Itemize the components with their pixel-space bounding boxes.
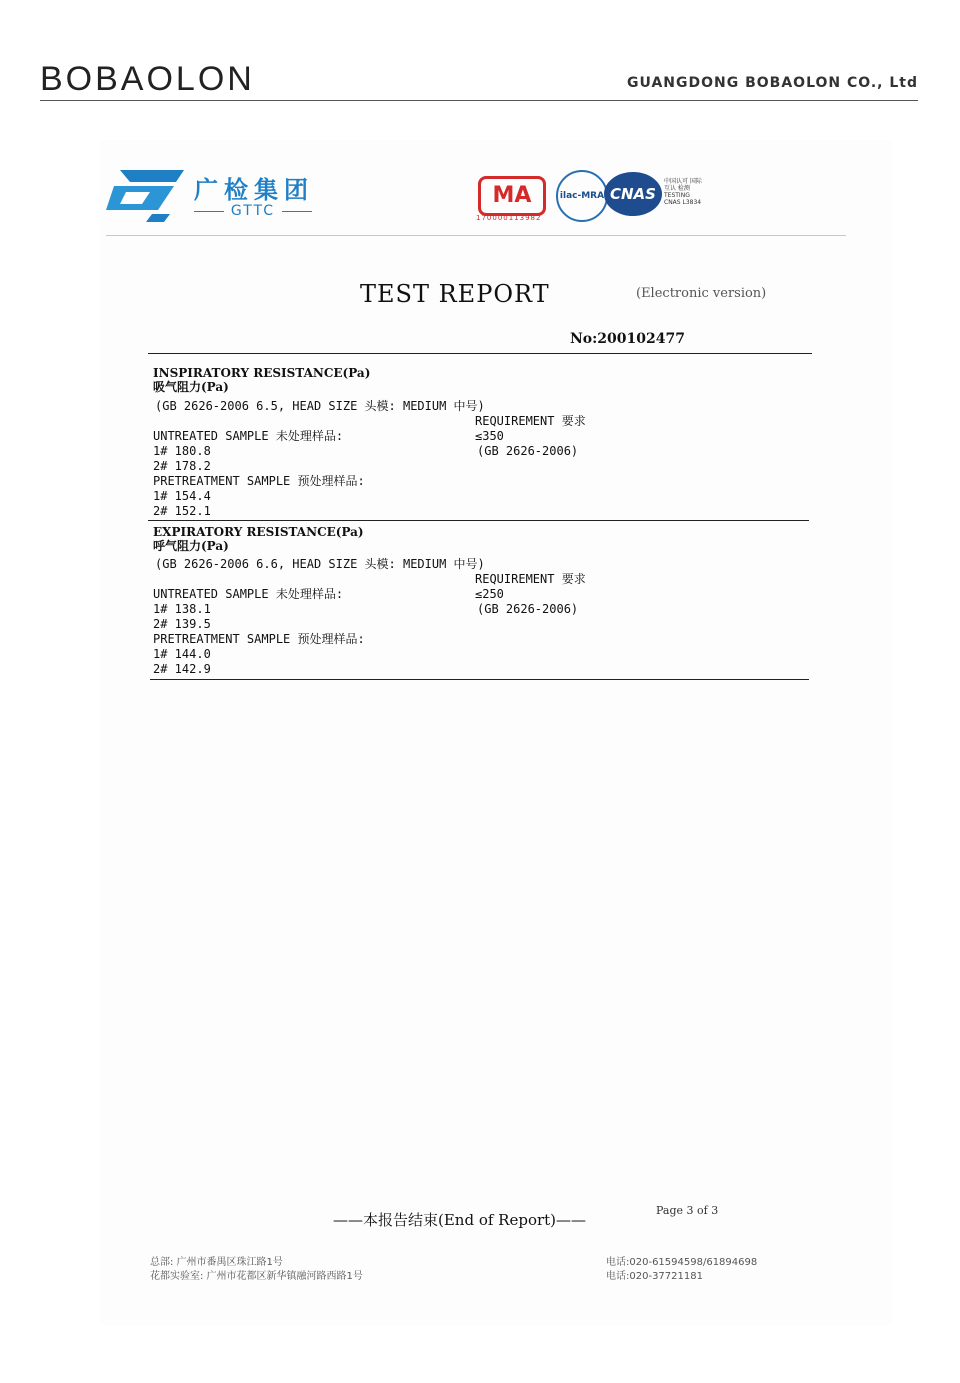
ilac-mra-seal: ilac-MRA [556,170,608,222]
test-method: (GB 2626-2006 6.6, HEAD SIZE 头模: MEDIUM 中号) [155,557,485,571]
cnas-seal: CNAS [604,172,662,216]
section-title-en: EXPIRATORY RESISTANCE(Pa) [153,525,364,539]
result-row: 2# 152.1 [153,504,211,518]
inspiratory-section [153,366,370,394]
footer-contact [606,1256,757,1284]
section-divider-bottom [150,679,809,680]
pretreated-label: PRETREATMENT SAMPLE 预处理样品: [153,632,365,646]
phone-2: 电话:020-37721181 [606,1271,703,1282]
logo-divider [106,235,846,236]
end-of-report: ——本报告结束(End of Report)—— [333,1211,587,1229]
requirement-standard: (GB 2626-2006) [477,602,579,616]
report-title: TEST REPORT [360,280,550,308]
requirement-standard: (GB 2626-2006) [477,444,579,458]
requirement-value: ≤250 [475,587,504,601]
test-method: (GB 2626-2006 6.5, HEAD SIZE 头模: MEDIUM 中号) [155,399,485,413]
section-divider-top [148,353,812,354]
company-name: GUANGDONG BOBAOLON CO., Ltd [627,75,918,91]
header-divider [40,100,918,101]
result-row: 2# 139.5 [153,617,211,631]
untreated-label: UNTREATED SAMPLE 未处理样品: [153,587,344,601]
page-number: Page 3 of 3 [656,1204,719,1217]
edition-note: (Electronic version) [636,286,767,301]
phone-1: 电话:020-61594598/61894698 [606,1257,758,1268]
requirement-label: REQUIREMENT 要求 [475,572,586,586]
pretreated-label: PRETREATMENT SAMPLE 预处理样品: [153,474,365,488]
result-row: 1# 144.0 [153,647,211,661]
address-hq: 总部: 广州市番禺区珠江路1号 [150,1257,283,1268]
cma-seal: MA [478,176,546,216]
section-title-cn: 呼气阻力(Pa) [153,539,229,553]
report-number: No:200102477 [570,331,685,347]
footer-address [150,1256,363,1284]
expiratory-section [153,525,364,553]
result-row: 2# 142.9 [153,662,211,676]
company-logo: BOBAOLON [40,60,255,98]
address-branch: 花都实验室: 广州市花都区新华镇融河路西路1号 [150,1271,363,1282]
gttc-logo-icon [106,170,184,222]
lab-name-cn: 广检集团 [194,176,314,204]
section-title-en: INSPIRATORY RESISTANCE(Pa) [153,366,371,380]
untreated-label: UNTREATED SAMPLE 未处理样品: [153,429,344,443]
result-row: 2# 178.2 [153,459,211,473]
cnas-caption: 中国认可 国际互认 检测 TESTING CNAS L3834 [664,178,702,206]
result-row: 1# 138.1 [153,602,211,616]
requirement-value: ≤350 [475,429,504,443]
cma-number: 170000113982 [476,214,542,222]
report-sheet [100,140,892,1325]
result-row: 1# 154.4 [153,489,211,503]
requirement-label: REQUIREMENT 要求 [475,414,586,428]
section-title-cn: 吸气阻力(Pa) [153,380,229,394]
result-row: 1# 180.8 [153,444,211,458]
section-divider [148,520,809,521]
lab-name-en: GTTC [194,203,312,219]
